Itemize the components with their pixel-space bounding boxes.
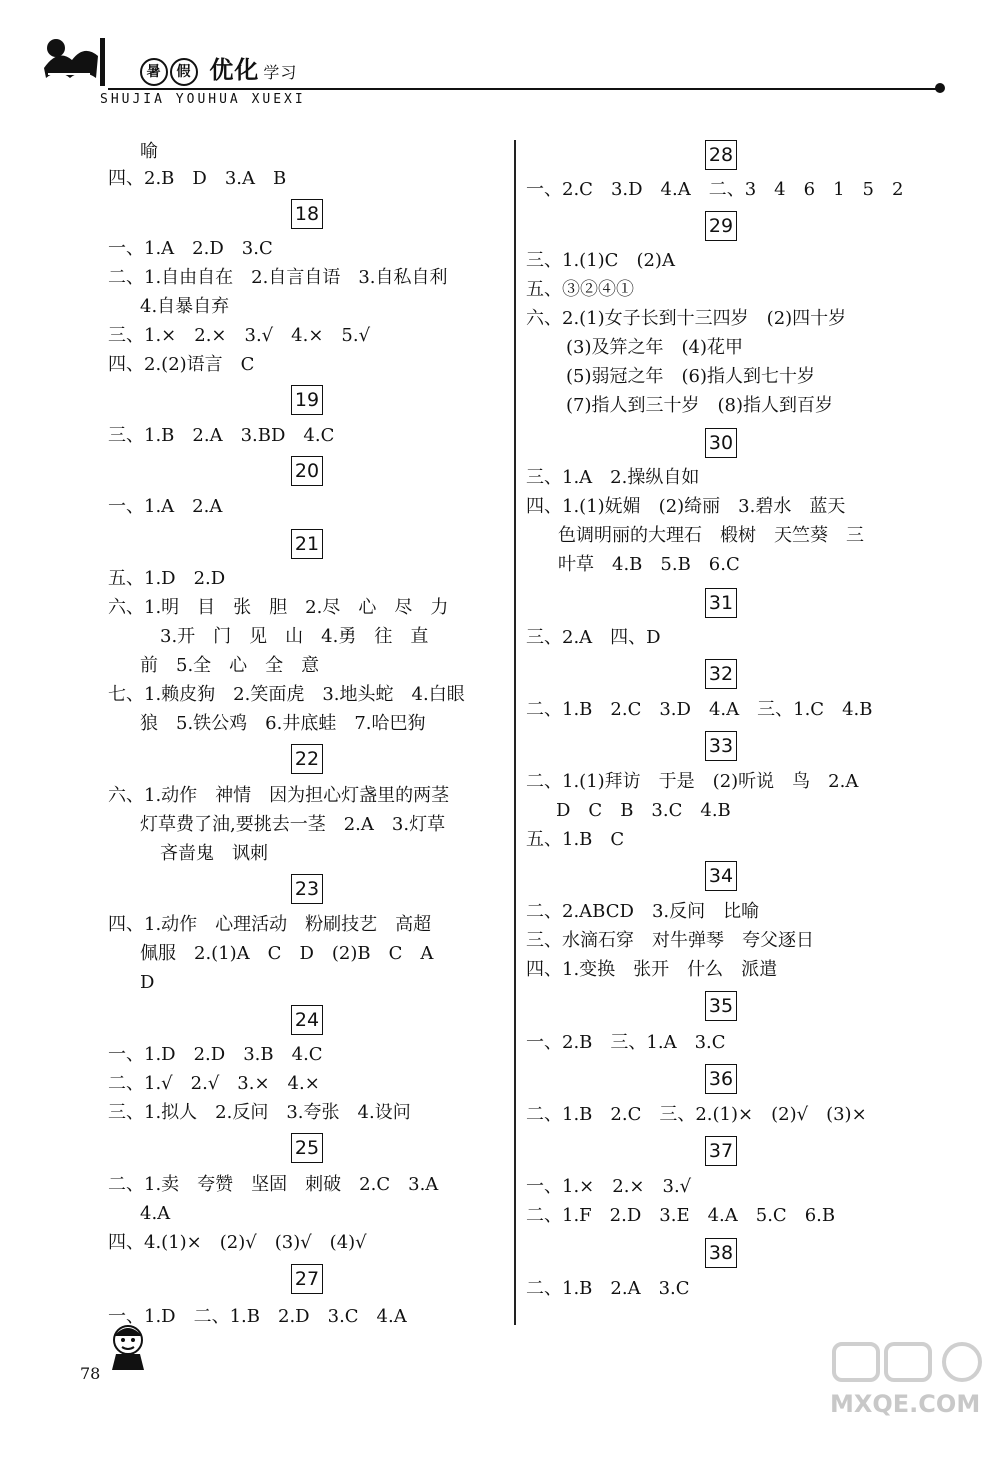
answer-line: 四、1.变换 张开 什么 派遣 bbox=[526, 959, 778, 980]
column-divider bbox=[514, 140, 516, 1325]
title-small: 学习 bbox=[263, 63, 298, 82]
answer-line: 三、1.A 2.操纵自如 bbox=[526, 467, 700, 488]
section-number-box: 33 bbox=[705, 731, 737, 761]
book-logo-icon bbox=[38, 38, 102, 82]
answer-line: 一、1.A 2.D 3.C bbox=[108, 238, 273, 259]
header-pinyin: SHUJIA YOUHUA XUEXI bbox=[100, 92, 306, 107]
answer-line: 前 5.全 心 全 意 bbox=[140, 655, 320, 676]
answer-line: 三、水滴石穿 对牛弹琴 夸父逐日 bbox=[526, 930, 814, 951]
answer-line: 一、2.C 3.D 4.A 二、3 4 6 1 5 2 bbox=[526, 179, 904, 200]
answer-line: 三、1.(1)C (2)A bbox=[526, 250, 675, 271]
answer-line: 3.开 门 见 山 4.勇 往 直 bbox=[160, 626, 429, 647]
answer-line: 三、2.A 四、D bbox=[526, 627, 661, 648]
section-number-box: 35 bbox=[705, 991, 737, 1021]
section-number-box: 37 bbox=[705, 1136, 737, 1166]
header-rule bbox=[108, 88, 938, 90]
header-bar bbox=[100, 38, 105, 86]
answer-line: 七、1.赖皮狗 2.笑面虎 3.地头蛇 4.白眼 bbox=[108, 684, 465, 705]
answer-line: 一、1.× 2.× 3.√ bbox=[526, 1176, 692, 1197]
answer-line: 五、③②④① bbox=[526, 279, 634, 300]
answer-line: (7)指人到三十岁 (8)指人到百岁 bbox=[566, 395, 833, 416]
answer-line: 六、2.(1)女子长到十三四岁 (2)四十岁 bbox=[526, 308, 847, 329]
answer-line: 三、1.× 2.× 3.√ 4.× 5.√ bbox=[108, 325, 371, 346]
answer-line: 二、1.卖 夸赞 坚固 刺破 2.C 3.A bbox=[108, 1174, 439, 1195]
watermark-text: MXQE.COM bbox=[830, 1390, 981, 1418]
answer-line: 一、2.B 三、1.A 3.C bbox=[526, 1032, 726, 1053]
header-title bbox=[140, 50, 297, 86]
answer-line: 三、1.拟人 2.反问 3.夸张 4.设问 bbox=[108, 1102, 411, 1123]
section-number-box: 18 bbox=[291, 199, 323, 229]
answer-line: 一、1.D 二、1.B 2.D 3.C 4.A bbox=[108, 1306, 407, 1327]
title-circle-2: 假 bbox=[170, 58, 198, 86]
answer-line: 狼 5.铁公鸡 6.井底蛙 7.哈巴狗 bbox=[140, 713, 426, 734]
section-number-box: 27 bbox=[291, 1264, 323, 1294]
answer-line: 佩服 2.(1)A C D (2)B C A bbox=[140, 943, 434, 964]
section-number-box: 30 bbox=[705, 428, 737, 458]
answer-line: 4.A bbox=[140, 1203, 171, 1224]
answer-line: 灯草费了油,要挑去一茎 2.A 3.灯草 bbox=[140, 814, 446, 835]
answer-line: 六、1.动作 神情 因为担心灯盏里的两茎 bbox=[108, 785, 450, 806]
answer-line: 四、2.(2)语言 C bbox=[108, 354, 255, 375]
section-number-box: 31 bbox=[705, 588, 737, 618]
answer-line: 叶草 4.B 5.B 6.C bbox=[558, 554, 740, 575]
section-number-box: 22 bbox=[291, 744, 323, 774]
title-main: 优化 bbox=[209, 55, 260, 84]
section-number-box: 19 bbox=[291, 385, 323, 415]
answer-line: 四、1.动作 心理活动 粉刷技艺 高超 bbox=[108, 914, 432, 935]
answer-line: 四、1.(1)妩媚 (2)绮丽 3.碧水 蓝天 bbox=[526, 496, 846, 517]
answer-line: 六、1.明 目 张 胆 2.尽 心 尽 力 bbox=[108, 597, 449, 618]
section-number-box: 24 bbox=[291, 1005, 323, 1035]
answer-line: 五、1.D 2.D bbox=[108, 568, 226, 589]
answer-line: 色调明丽的大理石 椴树 天竺葵 三 bbox=[558, 525, 864, 546]
answer-line: (3)及笄之年 (4)花甲 bbox=[566, 337, 743, 358]
answer-line: 喻 bbox=[140, 141, 158, 162]
answer-line: 四、2.B D 3.A B bbox=[108, 168, 287, 189]
answer-line: 吝啬鬼 讽刺 bbox=[160, 843, 268, 864]
cartoon-character-icon bbox=[106, 1320, 150, 1372]
section-number-box: 25 bbox=[291, 1133, 323, 1163]
section-number-box: 34 bbox=[705, 861, 737, 891]
section-number-box: 32 bbox=[705, 659, 737, 689]
section-number-box: 28 bbox=[705, 140, 737, 170]
section-number-box: 38 bbox=[705, 1238, 737, 1268]
answer-line: 二、1.B 2.A 3.C bbox=[526, 1278, 690, 1299]
answer-line: 二、1.√ 2.√ 3.× 4.× bbox=[108, 1073, 320, 1094]
title-circle-1: 暑 bbox=[140, 58, 168, 86]
answer-line: 4.自暴自弃 bbox=[140, 296, 230, 317]
page-number: 78 bbox=[80, 1364, 101, 1383]
header-dot bbox=[935, 83, 945, 93]
answer-line: 二、1.自由自在 2.自言自语 3.自私自利 bbox=[108, 267, 448, 288]
section-number-box: 21 bbox=[291, 529, 323, 559]
answer-line: 二、1.F 2.D 3.E 4.A 5.C 6.B bbox=[526, 1205, 836, 1226]
answer-line: 四、4.(1)× (2)√ (3)√ (4)√ bbox=[108, 1232, 367, 1253]
section-number-box: 20 bbox=[291, 456, 323, 486]
answer-line: 二、1.B 2.C 3.D 4.A 三、1.C 4.B bbox=[526, 699, 873, 720]
answer-line: 三、1.B 2.A 3.BD 4.C bbox=[108, 425, 335, 446]
answer-line: 一、1.A 2.A bbox=[108, 496, 223, 517]
answer-line: (5)弱冠之年 (6)指人到七十岁 bbox=[566, 366, 815, 387]
watermark-logo-icon bbox=[830, 1340, 990, 1384]
answer-line: 一、1.D 2.D 3.B 4.C bbox=[108, 1044, 323, 1065]
answer-line: 二、1.B 2.C 三、2.(1)× (2)√ (3)× bbox=[526, 1104, 867, 1125]
section-number-box: 23 bbox=[291, 874, 323, 904]
section-number-box: 29 bbox=[705, 211, 737, 241]
answer-line: D C B 3.C 4.B bbox=[556, 800, 731, 821]
answer-line: D bbox=[140, 972, 155, 993]
page-header bbox=[30, 38, 990, 108]
answer-line: 二、2.ABCD 3.反问 比喻 bbox=[526, 901, 760, 922]
answer-line: 五、1.B C bbox=[526, 829, 625, 850]
section-number-box: 36 bbox=[705, 1064, 737, 1094]
answer-line: 二、1.(1)拜访 于是 (2)听说 鸟 2.A bbox=[526, 771, 859, 792]
